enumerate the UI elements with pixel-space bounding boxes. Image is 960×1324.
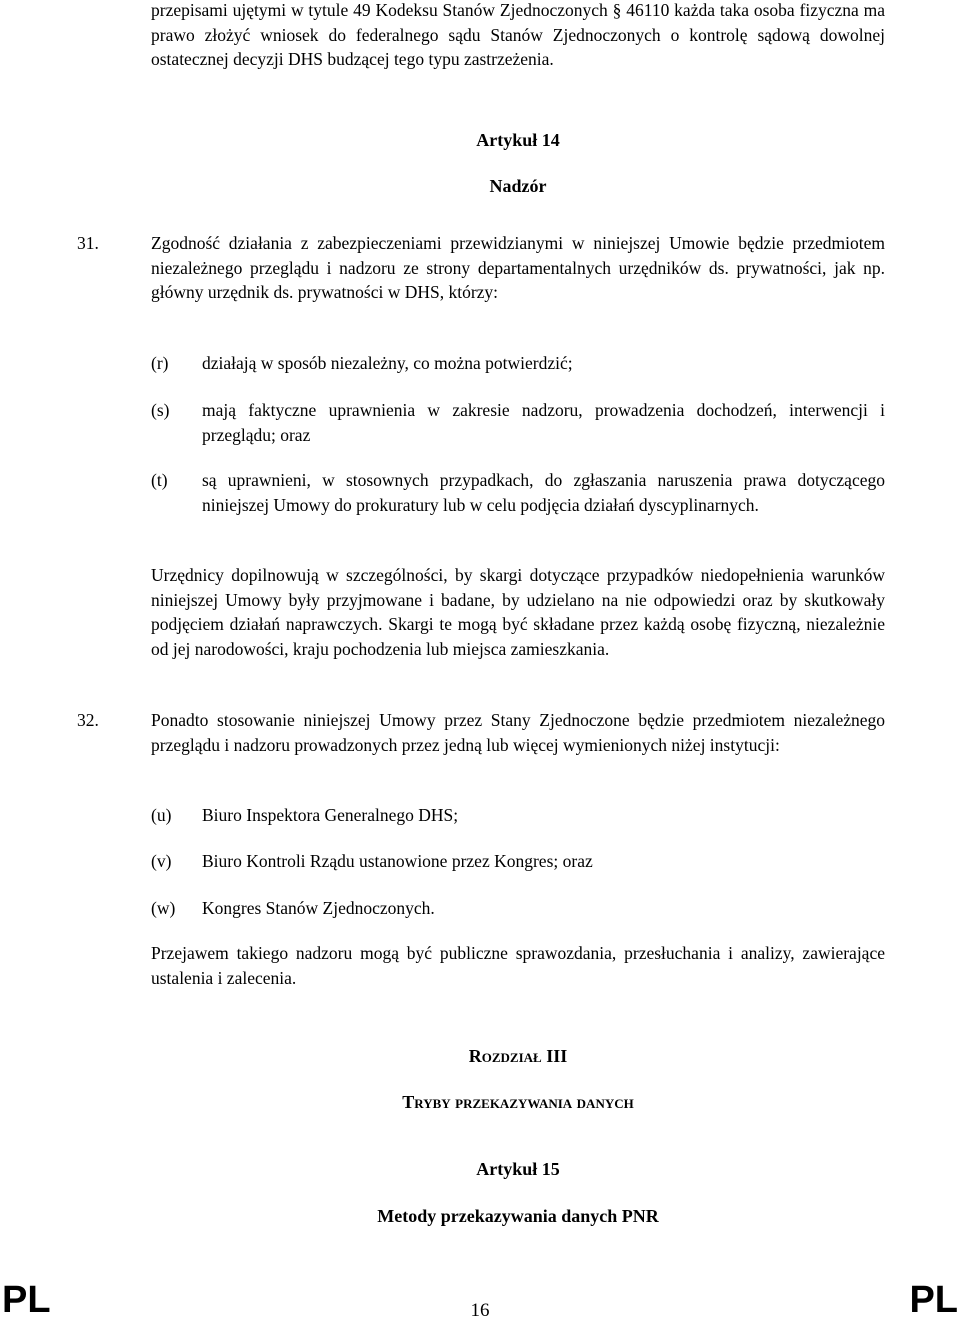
article-14-subtitle: Nadzór: [489, 176, 547, 196]
list-text: działają w sposób niezależny, co można potwierdzić;: [202, 353, 573, 373]
list-text: Biuro Kontroli Rządu ustanowione przez Kongres; oraz: [202, 851, 593, 871]
page-number: 16: [470, 1300, 490, 1321]
paragraph-31-after: Urzędnicy dopilnowują w szczególności, by skargi dotyczące przypadków niedopełnienia warunków niniejszej Umowy były przyjmowane i badane, by udzielano na nie odpowiedzi oraz by skutkowały podjęciem działań naprawczych. Skargi te mogą być składane przez każdą osobę fizyczną, niezależnie od jej narodowości, kraju pochodzenia lub miejsca zamieszkania.: [151, 565, 885, 659]
chapter-subtitle: Tryby przekazywania danych: [402, 1092, 634, 1112]
list-label: (r): [151, 353, 169, 373]
paragraph-number: 32.: [77, 710, 99, 730]
list-text: mają faktyczne uprawnienia w zakresie nadzoru, prowadzenia dochodzeń, interwencji i przeglądu; oraz: [202, 400, 885, 445]
intro-paragraph: przepisami ujętymi w tytule 49 Kodeksu Stanów Zjednoczonych § 46110 każda taka osoba fizyczna ma prawo złożyć wniosek do federalnego sądu Stanów Zjednoczonych o kontrolę sądową dowolnej ostatecznej decyzji DHS budzącej tego typu zastrzeżenia.: [151, 0, 885, 70]
list-item-u: [151, 803, 885, 828]
footer-language-right: PL: [909, 1279, 958, 1321]
article-14-title: Artykuł 14: [476, 130, 560, 150]
list-text: są uprawnieni, w stosownych przypadkach, do zgłaszania naruszenia prawa dotyczącego niniejszej Umowy do prokuratury lub w celu podjęcia działań dyscyplinarnych.: [202, 470, 885, 515]
list-text: Kongres Stanów Zjednoczonych.: [202, 898, 435, 918]
paragraph-31-text: Zgodność działania z zabezpieczeniami przewidzianymi w niniejszej Umowie będzie przedmiotem niezależnego przeglądu i nadzoru ze strony departamentalnych urzędników ds. prywatności, jak np. główny urzędnik ds. prywatności w DHS, którzy:: [151, 233, 885, 303]
paragraph-32-text: Ponadto stosowanie niniejszej Umowy przez Stany Zjednoczone będzie przedmiotem niezależnego przeglądu i nadzoru prowadzonych przez jedną lub więcej wymienionych niżej instytucji:: [151, 710, 885, 755]
list-text: Biuro Inspektora Generalnego DHS;: [202, 805, 459, 825]
footer-language-left: PL: [2, 1279, 51, 1321]
paragraph-31: [77, 231, 885, 305]
list-label: (t): [151, 470, 168, 490]
paragraph-number: 31.: [77, 233, 99, 253]
list-item-t: [151, 468, 885, 517]
list-item-w: [151, 896, 885, 921]
paragraph-32-after: Przejawem takiego nadzoru mogą być publiczne sprawozdania, przesłuchania i analizy, zawierające ustalenia i zalecenia.: [151, 943, 885, 988]
list-label: (w): [151, 898, 176, 918]
list-item-r: [151, 351, 885, 376]
list-item-s: [151, 398, 885, 447]
paragraph-32: [77, 708, 885, 757]
list-label: (v): [151, 851, 172, 871]
list-item-v: [151, 849, 885, 874]
article-15-title: Artykuł 15: [476, 1159, 560, 1179]
list-label: (s): [151, 400, 170, 420]
article-15-subtitle: Metody przekazywania danych PNR: [377, 1206, 659, 1226]
list-label: (u): [151, 805, 172, 825]
chapter-title: Rozdział III: [468, 1046, 568, 1066]
